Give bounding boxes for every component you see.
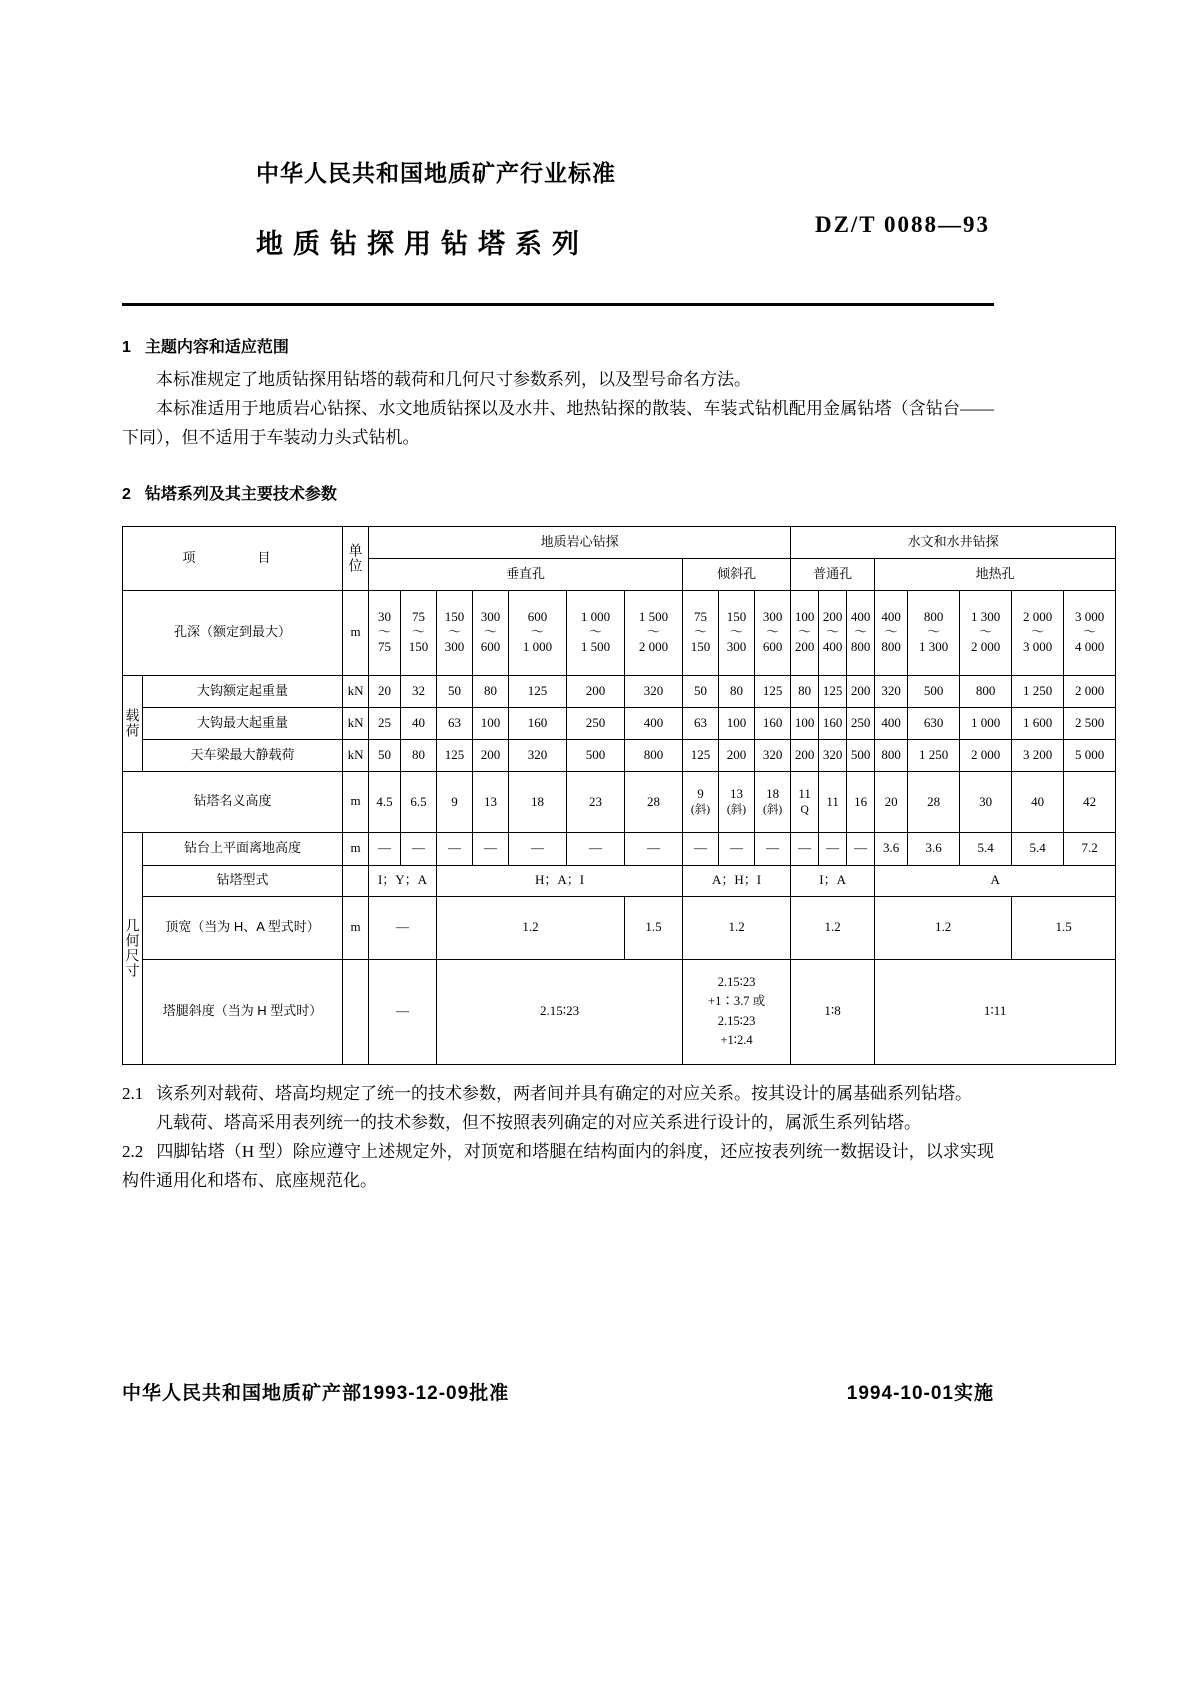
- row-label-hook-rated: 大钩额定起重量: [143, 675, 343, 707]
- table-cell-nominal-height: 28: [908, 771, 960, 832]
- table-cell: 125: [683, 739, 719, 771]
- table-cell: 63: [437, 707, 473, 739]
- side-category-load-label: 载荷: [124, 708, 141, 739]
- section-1-paragraph-1: 本标准规定了地质钻探用钻塔的载荷和几何尺寸参数系列，以及型号命名方法。: [156, 370, 751, 389]
- header-sub-vertical: 垂直孔: [369, 558, 683, 590]
- table-cell-group: 1.5: [625, 896, 683, 959]
- table-cell: 630: [908, 707, 960, 739]
- table-cell-depth: 400 ～ 800: [875, 590, 908, 675]
- table-cell: 320: [509, 739, 567, 771]
- table-cell-depth: 30 ～ 75: [369, 590, 401, 675]
- table-cell: 100: [791, 707, 819, 739]
- table-row-leg-slope: [123, 959, 1116, 1064]
- table-cell: 320: [875, 675, 908, 707]
- table-cell: —: [473, 832, 509, 865]
- table-cell: 5 000: [1064, 739, 1116, 771]
- organization-title: 中华人民共和国地质矿产行业标准: [256, 160, 616, 186]
- table-cell: 32: [401, 675, 437, 707]
- note-2-2-text: 四脚钻塔（H 型）除应遵守上述规定外，对顶宽和塔腿在结构面内的斜度，还应按表列统一数据设计，以求实现构件通用化和塔布、底座规范化。: [122, 1142, 994, 1191]
- table-cell-depth: 1 000 ～ 1 500: [567, 590, 625, 675]
- table-cell: 3.6: [908, 832, 960, 865]
- table-cell-nominal-height: 11 Q: [791, 771, 819, 832]
- header-group-core: 地质岩心钻探: [369, 526, 791, 558]
- table-cell-group: 1.5: [1012, 896, 1116, 959]
- section-1-number: 1: [122, 339, 131, 356]
- note-2-1: [122, 1079, 994, 1108]
- side-category-geometry: [123, 832, 143, 1064]
- table-cell: 125: [437, 739, 473, 771]
- table-cell: —: [719, 832, 755, 865]
- table-cell: 1 250: [908, 739, 960, 771]
- note-2-2: [122, 1137, 994, 1195]
- row-unit-top-width: m: [343, 896, 369, 959]
- table-cell: 200: [791, 739, 819, 771]
- table-cell-nominal-height: 18: [509, 771, 567, 832]
- table-cell: 250: [847, 707, 875, 739]
- table-cell-nominal-height: 40: [1012, 771, 1064, 832]
- table-cell-nominal-height: 18 (斜): [755, 771, 791, 832]
- table-cell-nominal-height: 13: [473, 771, 509, 832]
- table-cell: 125: [509, 675, 567, 707]
- table-cell-group: A: [875, 865, 1116, 896]
- table-cell: —: [401, 832, 437, 865]
- row-label-depth: 孔深（额定到最大）: [123, 590, 343, 675]
- table-cell: 2 500: [1064, 707, 1116, 739]
- table-cell-depth: 800 ～ 1 300: [908, 590, 960, 675]
- section-2-heading: [122, 481, 994, 504]
- note-2-1-number: 2.1: [122, 1083, 144, 1103]
- table-cell-nominal-height: 9 (斜): [683, 771, 719, 832]
- table-cell-nominal-height: 28: [625, 771, 683, 832]
- table-cell-group: 1.2: [437, 896, 625, 959]
- table-cell-group: 1.2: [875, 896, 1012, 959]
- table-cell: 500: [567, 739, 625, 771]
- table-cell: 25: [369, 707, 401, 739]
- table-cell-group: 2.15∶23 +1∶3.7 或 2.15∶23 +1∶2.4: [683, 959, 791, 1064]
- table-cell-nominal-height: 6.5: [401, 771, 437, 832]
- table-cell: 50: [437, 675, 473, 707]
- note-2-2-number: 2.2: [122, 1142, 144, 1162]
- table-cell-nominal-height: 9: [437, 771, 473, 832]
- table-cell-depth: 200 ～ 400: [819, 590, 847, 675]
- table-cell-group: 1.2: [683, 896, 791, 959]
- table-cell: 100: [473, 707, 509, 739]
- table-cell: 80: [719, 675, 755, 707]
- table-cell: 200: [473, 739, 509, 771]
- table-cell-group: I；Y；A: [369, 865, 437, 896]
- header-sub-common: 普通孔: [791, 558, 875, 590]
- table-row-nominal-height: [123, 771, 1116, 832]
- table-cell: 320: [819, 739, 847, 771]
- table-cell: 2 000: [960, 739, 1012, 771]
- side-category-geometry-label: 几何尺寸: [124, 918, 141, 979]
- table-cell-group: —: [369, 959, 437, 1064]
- table-cell: 80: [791, 675, 819, 707]
- table-cell-group: 1∶11: [875, 959, 1116, 1064]
- table-cell-depth: 75 ～ 150: [401, 590, 437, 675]
- table-cell-depth: 1 300 ～ 2 000: [960, 590, 1012, 675]
- table-cell: 400: [875, 707, 908, 739]
- table-cell: 160: [509, 707, 567, 739]
- row-label-leg-slope: 塔腿斜度（当为 H 型式时）: [143, 959, 343, 1064]
- section-2-title: 钻塔系列及其主要技术参数: [144, 485, 337, 503]
- table-cell: 80: [473, 675, 509, 707]
- table-cell-nominal-height: 11: [819, 771, 847, 832]
- table-cell-group: 2.15∶23: [437, 959, 683, 1064]
- table-cell: 320: [755, 739, 791, 771]
- table-cell: 125: [819, 675, 847, 707]
- table-cell: —: [567, 832, 625, 865]
- table-cell: 800: [625, 739, 683, 771]
- page-content: [122, 0, 1105, 1196]
- table-cell: 3.6: [875, 832, 908, 865]
- table-cell-depth: 75 ～ 150: [683, 590, 719, 675]
- footer-approval: 中华人民共和国地质矿产部1993-12-09批准: [122, 1383, 510, 1404]
- table-cell-group: I；A: [791, 865, 875, 896]
- page-footer: [122, 1378, 994, 1405]
- table-cell: 800: [875, 739, 908, 771]
- row-unit-hook-rated: kN: [343, 675, 369, 707]
- table-cell-nominal-height: 4.5: [369, 771, 401, 832]
- header-unit: [343, 526, 369, 590]
- table-cell-depth: 2 000 ～ 3 000: [1012, 590, 1064, 675]
- table-cell: 160: [819, 707, 847, 739]
- table-cell: 320: [625, 675, 683, 707]
- table-cell-depth: 3 000 ～ 4 000: [1064, 590, 1116, 675]
- row-unit-platform-height: m: [343, 832, 369, 865]
- table-cell-group: 1∶8: [791, 959, 875, 1064]
- table-cell: 500: [847, 739, 875, 771]
- row-unit-leg-slope: [343, 959, 369, 1064]
- table-cell: 125: [755, 675, 791, 707]
- table-cell-depth: 300 ～ 600: [473, 590, 509, 675]
- table-cell: 50: [369, 739, 401, 771]
- header-group-water: 水文和水井钻探: [791, 526, 1116, 558]
- row-label-hook-max: 大钩最大起重量: [143, 707, 343, 739]
- header-unit-label: 单位: [347, 543, 364, 574]
- table-row-tower-type: [123, 865, 1116, 896]
- table-cell: —: [625, 832, 683, 865]
- footer-implementation: 1994-10-01实施: [846, 1383, 994, 1404]
- table-row-crown-static: [123, 739, 1116, 771]
- table-cell-group: H；A；I: [437, 865, 683, 896]
- table-cell-nominal-height: 13 (斜): [719, 771, 755, 832]
- table-cell: 3 200: [1012, 739, 1064, 771]
- table-cell: 200: [719, 739, 755, 771]
- table-cell: 50: [683, 675, 719, 707]
- side-category-load: [123, 675, 143, 771]
- row-unit-crown-static: kN: [343, 739, 369, 771]
- table-cell-depth: 1 500 ～ 2 000: [625, 590, 683, 675]
- section-1-title: 主题内容和适应范围: [144, 339, 289, 356]
- table-cell: 80: [401, 739, 437, 771]
- table-cell-group: 1.2: [791, 896, 875, 959]
- row-label-nominal-height: 钻塔名义高度: [123, 771, 343, 832]
- header-item: 项 目: [123, 526, 343, 590]
- table-cell: 2 000: [1064, 675, 1116, 707]
- document-header: [122, 0, 994, 306]
- section-1-heading: [122, 334, 994, 357]
- spec-table: [122, 526, 1116, 1065]
- table-cell-nominal-height: 23: [567, 771, 625, 832]
- table-cell-depth: 600 ～ 1 000: [509, 590, 567, 675]
- table-cell: —: [683, 832, 719, 865]
- document-title: 地质钻探用钻塔系列: [256, 229, 589, 259]
- table-cell: 63: [683, 707, 719, 739]
- header-divider: [122, 303, 994, 306]
- table-cell: 40: [401, 707, 437, 739]
- standard-code: DZ/T 0088—93: [814, 212, 990, 237]
- table-cell: 1 600: [1012, 707, 1064, 739]
- table-cell: 250: [567, 707, 625, 739]
- table-cell: 7.2: [1064, 832, 1116, 865]
- table-cell: 5.4: [960, 832, 1012, 865]
- note-2-1-text: 该系列对载荷、塔高均规定了统一的技术参数，两者间并具有确定的对应关系。按其设计的属基础系列钻塔。: [156, 1083, 972, 1103]
- row-label-platform-height: 钻台上平面离地高度: [143, 832, 343, 865]
- table-cell: 160: [755, 707, 791, 739]
- table-cell: —: [791, 832, 819, 865]
- section-1-paragraph-2: 本标准适用于地质岩心钻探、水文地质钻探以及水井、地热钻探的散装、车装式钻机配用金属钻塔（含钻台——下同），但不适用于车装动力头式钻机。: [122, 399, 994, 448]
- table-cell-depth: 400 ～ 800: [847, 590, 875, 675]
- table-header-row-1: [123, 526, 1116, 558]
- row-unit-tower-type: [343, 865, 369, 896]
- table-cell-depth: 300 ～ 600: [755, 590, 791, 675]
- header-sub-incline: 倾斜孔: [683, 558, 791, 590]
- table-cell: —: [819, 832, 847, 865]
- table-cell-nominal-height: 42: [1064, 771, 1116, 832]
- table-cell-nominal-height: 20: [875, 771, 908, 832]
- row-label-top-width: 顶宽（当为 H、A 型式时）: [143, 896, 343, 959]
- table-row-top-width: [123, 896, 1116, 959]
- header-sub-geothermal: 地热孔: [875, 558, 1116, 590]
- table-row-platform-height: [123, 832, 1116, 865]
- table-cell-depth: 150 ～ 300: [437, 590, 473, 675]
- row-label-crown-static: 天车梁最大静载荷: [143, 739, 343, 771]
- table-cell: —: [509, 832, 567, 865]
- table-cell-group: A；H；I: [683, 865, 791, 896]
- section-2-number: 2: [122, 485, 131, 503]
- table-cell-depth: 100 ～ 200: [791, 590, 819, 675]
- table-cell-nominal-height: 30: [960, 771, 1012, 832]
- table-cell: —: [847, 832, 875, 865]
- table-cell: 500: [908, 675, 960, 707]
- table-cell: —: [369, 832, 401, 865]
- table-cell: —: [437, 832, 473, 865]
- note-derived: 凡载荷、塔高采用表列统一的技术参数，但不按照表列确定的对应关系进行设计的，属派生系列钻塔。: [156, 1112, 921, 1132]
- table-cell: 400: [625, 707, 683, 739]
- table-cell: 20: [369, 675, 401, 707]
- table-row-hook-rated: [123, 675, 1116, 707]
- table-cell-group: —: [369, 896, 437, 959]
- row-label-tower-type: 钻塔型式: [143, 865, 343, 896]
- row-unit-nominal-height: m: [343, 771, 369, 832]
- table-cell: 100: [719, 707, 755, 739]
- table-cell: 200: [567, 675, 625, 707]
- row-unit-depth: m: [343, 590, 369, 675]
- table-cell: 200: [847, 675, 875, 707]
- table-row-hook-max: [123, 707, 1116, 739]
- table-cell: 1 250: [1012, 675, 1064, 707]
- notes-block: [122, 1079, 994, 1196]
- row-unit-hook-max: kN: [343, 707, 369, 739]
- table-cell: 800: [960, 675, 1012, 707]
- table-cell: 5.4: [1012, 832, 1064, 865]
- table-cell-depth: 150 ～ 300: [719, 590, 755, 675]
- table-row-depth: [123, 590, 1116, 675]
- table-cell: —: [755, 832, 791, 865]
- table-cell: 1 000: [960, 707, 1012, 739]
- table-cell-nominal-height: 16: [847, 771, 875, 832]
